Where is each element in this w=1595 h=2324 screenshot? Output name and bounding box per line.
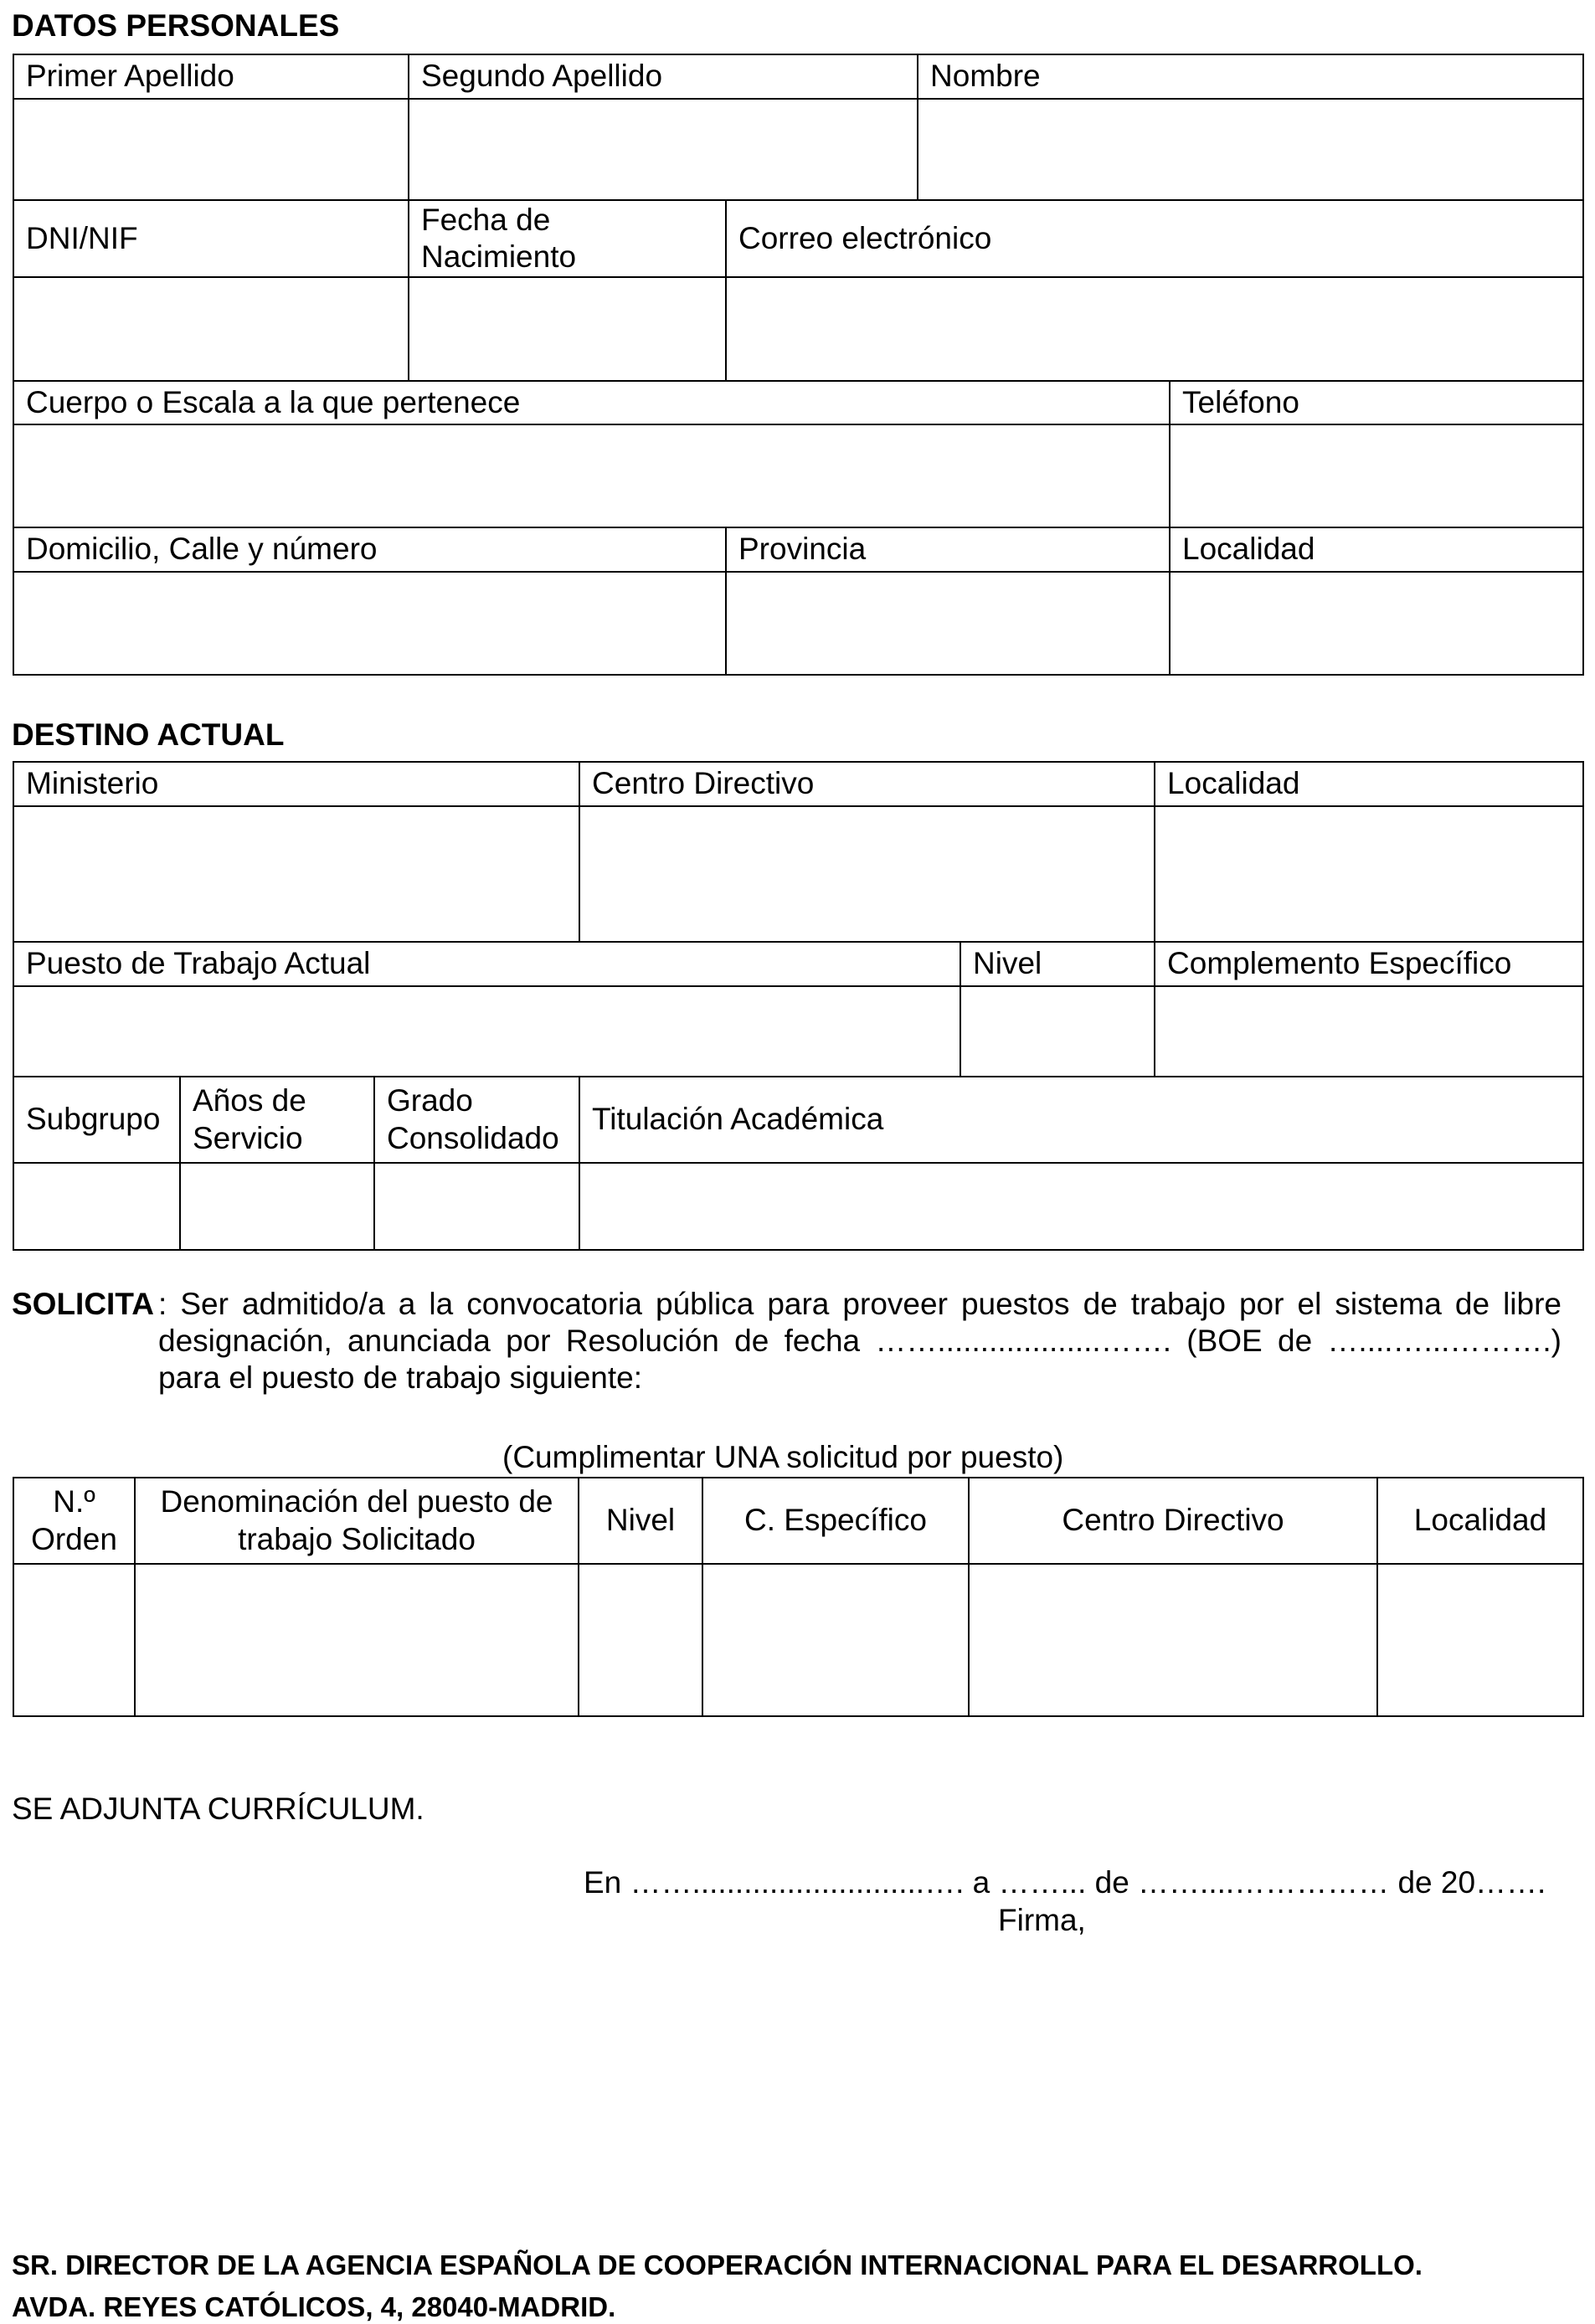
field-ministerio[interactable] bbox=[13, 806, 579, 942]
col-especifico: C. Específico bbox=[702, 1478, 969, 1564]
field-denominacion[interactable] bbox=[135, 1564, 579, 1716]
firma-label: Firma, bbox=[998, 1903, 1086, 1937]
col-denominacion: Denominación del puesto de trabajo Solicitado bbox=[135, 1478, 579, 1564]
col-localidad: Localidad bbox=[1377, 1478, 1583, 1564]
label-primer-apellido: Primer Apellido bbox=[13, 54, 409, 99]
field-segundo-apellido[interactable] bbox=[409, 99, 918, 200]
footer-line-2: AVDA. REYES CATÓLICOS, 4, 28040-MADRID. bbox=[12, 2291, 616, 2322]
label-correo: Correo electrónico bbox=[726, 200, 1583, 277]
col-orden: N.º Orden bbox=[13, 1478, 135, 1564]
label-nivel: Nivel bbox=[960, 942, 1155, 986]
field-nombre[interactable] bbox=[918, 99, 1583, 200]
label-localidad: Localidad bbox=[1170, 527, 1583, 572]
label-segundo-apellido: Segundo Apellido bbox=[409, 54, 918, 99]
destino-actual-table bbox=[13, 761, 1584, 1251]
puestos-table bbox=[13, 1477, 1584, 1717]
field-puesto-actual[interactable] bbox=[13, 986, 960, 1077]
footer-line-1: SR. DIRECTOR DE LA AGENCIA ESPAÑOLA DE COOPERACIÓN INTERNACIONAL PARA EL DESARROLLO. bbox=[12, 2249, 1423, 2280]
field-dni[interactable] bbox=[13, 277, 409, 381]
solicita-text: : Ser admitido/a a la convocatoria pública para proveer puestos de trabajo por el sistema de libre designación, anunciada por Resolución de fecha ……...................……. (BOE de …....…...……….) para el puesto de trabajo siguiente: bbox=[158, 1287, 1562, 1395]
label-cuerpo: Cuerpo o Escala a la que pertenece bbox=[13, 381, 1170, 424]
label-telefono: Teléfono bbox=[1170, 381, 1583, 424]
field-orden[interactable] bbox=[13, 1564, 135, 1716]
field-anios-servicio[interactable] bbox=[180, 1163, 374, 1250]
label-subgrupo: Subgrupo bbox=[13, 1077, 180, 1163]
section-heading-destino-actual: DESTINO ACTUAL bbox=[12, 717, 285, 752]
field-complemento[interactable] bbox=[1155, 986, 1583, 1077]
label-complemento: Complemento Específico bbox=[1155, 942, 1583, 986]
field-puesto-centro[interactable] bbox=[969, 1564, 1377, 1716]
label-grado: Grado Consolidado bbox=[374, 1077, 579, 1163]
field-localidad[interactable] bbox=[1170, 572, 1583, 675]
label-localidad-destino: Localidad bbox=[1155, 762, 1583, 806]
field-grado[interactable] bbox=[374, 1163, 579, 1250]
field-nivel[interactable] bbox=[960, 986, 1155, 1077]
label-titulacion: Titulación Académica bbox=[579, 1077, 1583, 1163]
col-nivel: Nivel bbox=[579, 1478, 702, 1564]
field-puesto-localidad[interactable] bbox=[1377, 1564, 1583, 1716]
field-subgrupo[interactable] bbox=[13, 1163, 180, 1250]
field-titulacion[interactable] bbox=[579, 1163, 1583, 1250]
fecha-line: En ……...........................…. a ……... de ……....…………… de 20……. bbox=[584, 1865, 1546, 1900]
field-domicilio[interactable] bbox=[13, 572, 726, 675]
label-nombre: Nombre bbox=[918, 54, 1583, 99]
field-provincia[interactable] bbox=[726, 572, 1170, 675]
field-correo[interactable] bbox=[726, 277, 1583, 381]
field-primer-apellido[interactable] bbox=[13, 99, 409, 200]
label-dni: DNI/NIF bbox=[13, 200, 409, 277]
label-fecha-nacimiento: Fecha de Nacimiento bbox=[409, 200, 726, 277]
puestos-note: (Cumplimentar UNA solicitud por puesto) bbox=[502, 1440, 1064, 1474]
col-centro: Centro Directivo bbox=[969, 1478, 1377, 1564]
adjunta-curriculum: SE ADJUNTA CURRÍCULUM. bbox=[12, 1792, 424, 1826]
solicita-label: SOLICITA bbox=[12, 1287, 154, 1321]
field-puesto-nivel[interactable] bbox=[579, 1564, 702, 1716]
field-centro-directivo[interactable] bbox=[579, 806, 1155, 942]
field-localidad-destino[interactable] bbox=[1155, 806, 1583, 942]
label-ministerio: Ministerio bbox=[13, 762, 579, 806]
datos-personales-table bbox=[13, 54, 1584, 676]
field-cuerpo[interactable] bbox=[13, 424, 1170, 527]
label-anios-servicio: Años de Servicio bbox=[180, 1077, 374, 1163]
label-centro-directivo: Centro Directivo bbox=[579, 762, 1155, 806]
label-puesto-actual: Puesto de Trabajo Actual bbox=[13, 942, 960, 986]
label-provincia: Provincia bbox=[726, 527, 1170, 572]
field-telefono[interactable] bbox=[1170, 424, 1583, 527]
label-domicilio: Domicilio, Calle y número bbox=[13, 527, 726, 572]
field-fecha-nacimiento[interactable] bbox=[409, 277, 726, 381]
section-heading-datos-personales: DATOS PERSONALES bbox=[12, 8, 340, 43]
field-puesto-especifico[interactable] bbox=[702, 1564, 969, 1716]
